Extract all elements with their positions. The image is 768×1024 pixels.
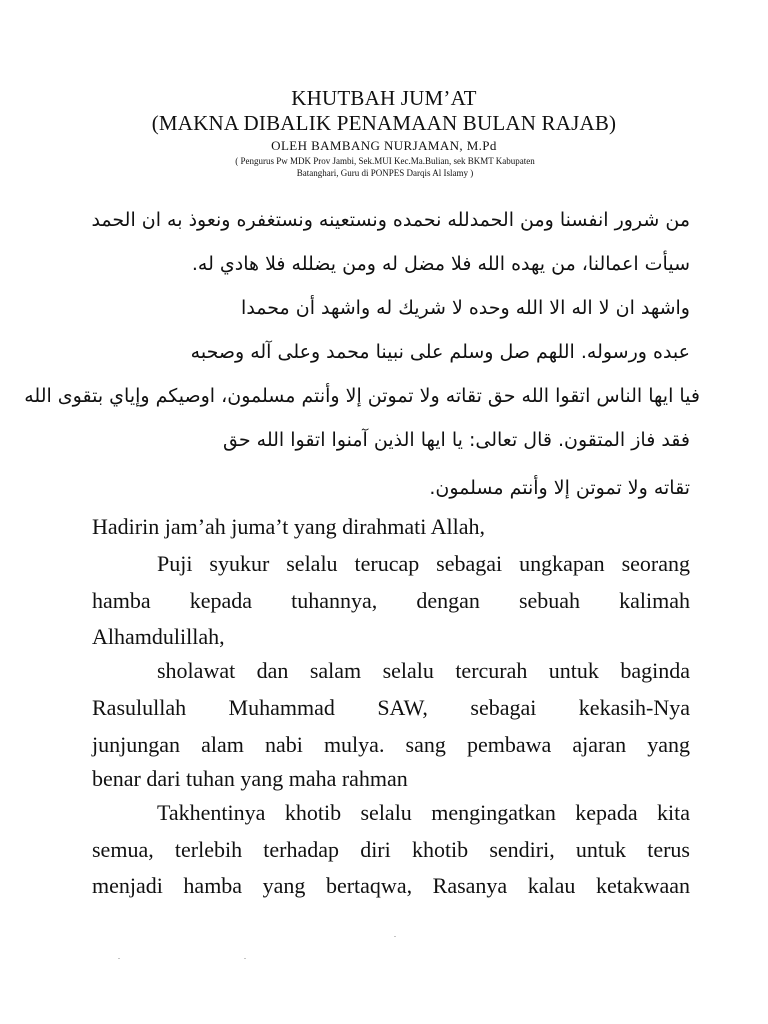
scan-speck: . <box>118 952 120 961</box>
arabic-line-2: سيأت اعمالنا، من يهده الله فلا مضل له ومن يضلله فلا هادي له. <box>191 253 690 275</box>
paragraph-2-line-3: junjungan alam nabi mulya. sang pembawa ajaran yang <box>92 732 690 757</box>
paragraph-1-line-3: Alhamdulillah, <box>92 624 225 649</box>
arabic-line-5: فيا ايها الناس اتقوا الله حق تقاته ولا تموتن إلا وأنتم مسلمون، اوصيكم وإياي بتقوى الله <box>24 385 700 407</box>
paragraph-1-line-1: Puji syukur selalu terucap sebagai ungkapan seorang <box>157 551 690 576</box>
arabic-line-7: تقاته ولا تموتن إلا وأنتم مسلمون. <box>429 477 690 499</box>
paragraph-3-line-2: semua, terlebih terhadap diri khotib sendiri, untuk terus <box>92 837 690 862</box>
scan-speck: . <box>244 952 246 961</box>
paragraph-1-line-2: hamba kepada tuhannya, dengan sebuah kalimah <box>92 588 690 613</box>
affiliation-note <box>200 155 570 179</box>
author-line: OLEH BAMBANG NURJAMAN, M.Pd <box>271 138 497 153</box>
document-subtitle: (MAKNA DIBALIK PENAMAAN BULAN RAJAB) <box>151 111 617 135</box>
paragraph-2-line-2: Rasulullah Muhammad SAW, sebagai kekasih-Nya <box>92 695 690 720</box>
greeting-line: Hadirin jam’ah juma’t yang dirahmati Allah, <box>92 514 486 539</box>
arabic-line-4: عبده ورسوله. اللهم صل وسلم على نبينا محمد وعلى آله وصحبه <box>190 341 690 363</box>
affiliation-line-2: Batanghari, Guru di PONPES Darqis Al Islamy ) <box>296 168 474 178</box>
paragraph-2-line-4: benar dari tuhan yang maha rahman <box>92 766 408 791</box>
paragraph-2-line-1: sholawat dan salam selalu tercurah untuk baginda <box>157 658 690 683</box>
affiliation-line-1: ( Pengurus Pw MDK Prov Jambi, Sek.MUI Kec.Ma.Bulian, sek BKMT Kabupaten <box>235 156 535 166</box>
paragraph-3-line-1: Takhentinya khotib selalu mengingatkan kepada kita <box>157 800 690 825</box>
scan-speck: . <box>394 930 396 939</box>
document-title: KHUTBAH JUM’AT <box>291 86 477 110</box>
arabic-line-1: من شرور انفسنا ومن الحمدلله نحمده ونستعينه ونستغفره ونعوذ به ان الحمد <box>91 209 690 231</box>
paragraph-3-line-3: menjadi hamba yang bertaqwa, Rasanya kalau ketakwaan <box>92 873 690 898</box>
arabic-line-6: فقد فاز المتقون. قال تعالى: يا ايها الذين آمنوا اتقوا الله حق <box>223 429 690 451</box>
arabic-line-3: واشهد ان لا اله الا الله وحده لا شريك له واشهد أن محمدا <box>241 297 690 319</box>
